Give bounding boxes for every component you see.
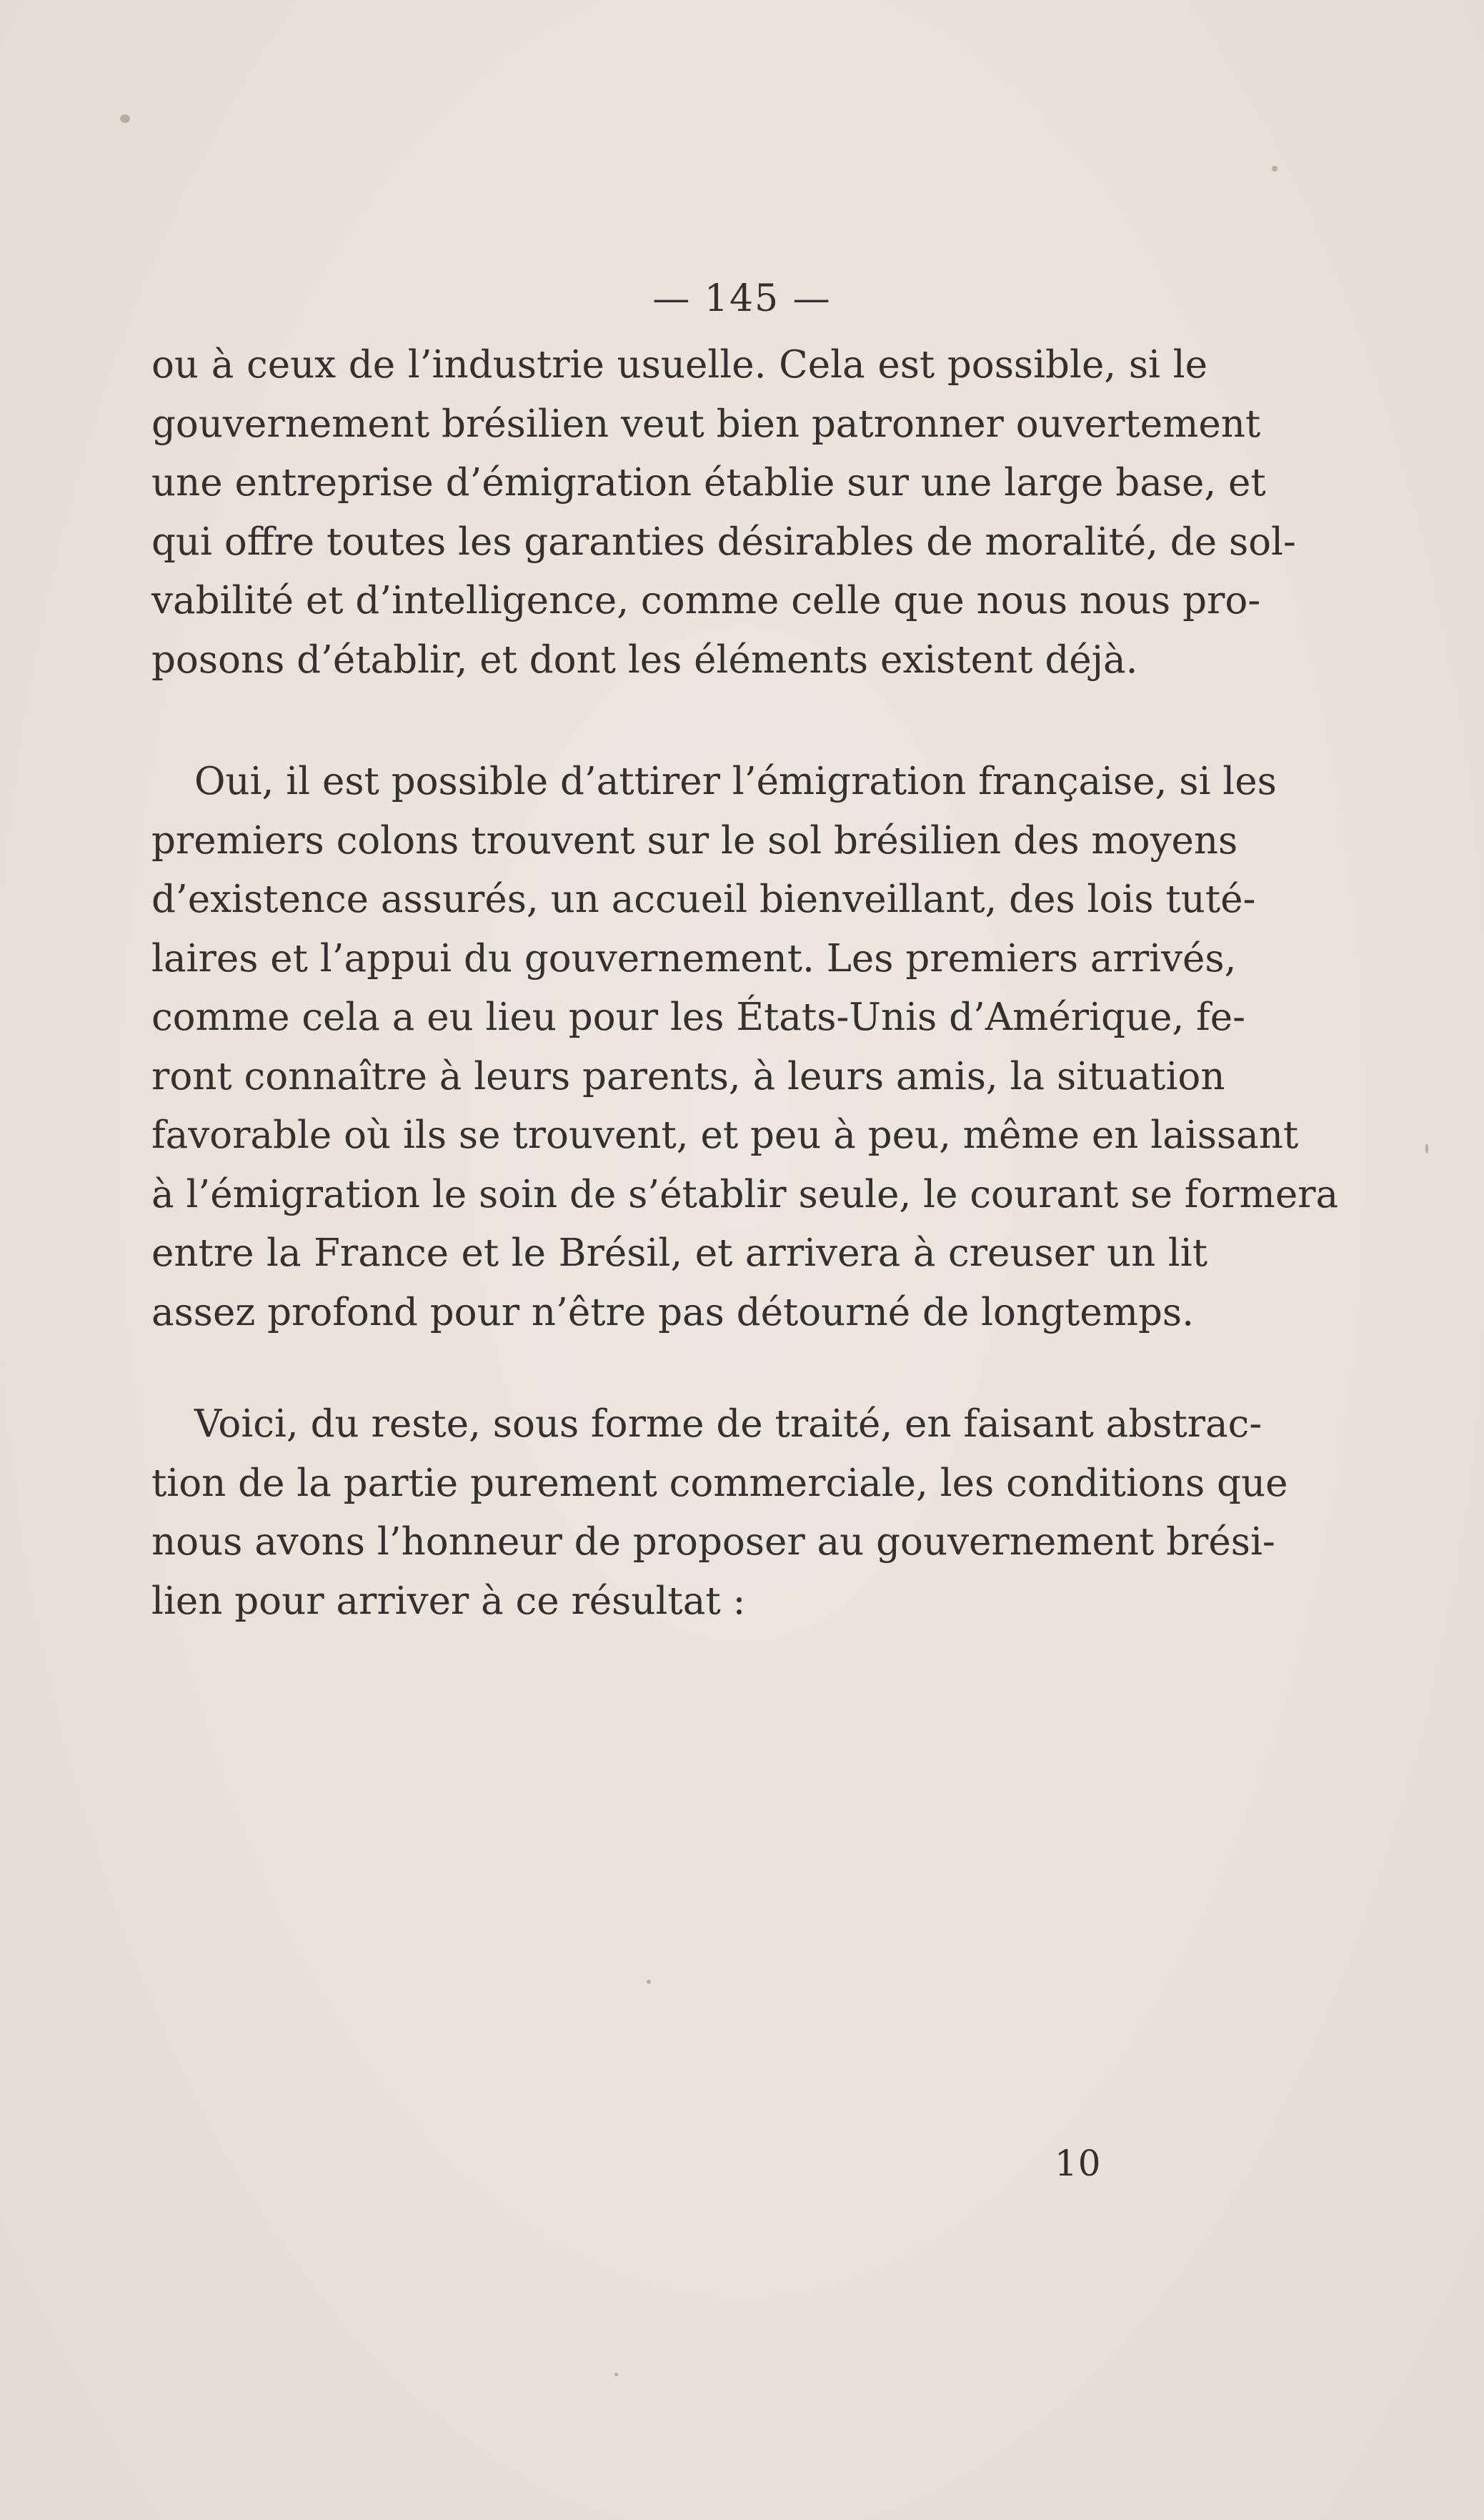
text-line: ront connaître à leurs parents, à leurs amis, la situation [151, 1054, 1225, 1098]
text-line: Oui, il est possible d’attirer l’émigration française, si les [194, 760, 1277, 803]
text-line: lien pour arriver à ce résultat : [151, 1579, 746, 1623]
text-line: d’existence assurés, un accueil bienveillant, des lois tuté- [151, 878, 1256, 921]
paper-speck [614, 2373, 618, 2376]
text-line: à l’émigration le soin de s’établir seule, le courant se formera [151, 1172, 1339, 1216]
paper-speck [647, 1980, 651, 1984]
text-line: vabilité et d’intelligence, comme celle que nous nous pro- [151, 579, 1261, 622]
paragraph-1 [151, 336, 1296, 690]
text-line: premiers colons trouvent sur le sol brésilien des moyens [151, 818, 1238, 863]
page-number: — 145 — [652, 277, 832, 320]
paper-speck [1272, 166, 1278, 172]
paragraph-3 [151, 1395, 1288, 1631]
paper-speck [120, 114, 130, 123]
text-line: qui offre toutes les garanties désirables de moralité, de sol- [151, 520, 1296, 564]
text-line: entre la France et le Brésil, et arrivera à creuser un lit [151, 1231, 1207, 1275]
text-line: assez profond pour n’être pas détourné de longtemps. [151, 1290, 1194, 1334]
text-line: gouvernement brésilien veut bien patronner ouvertement [151, 402, 1261, 446]
signature-mark: 10 [1055, 2143, 1102, 2184]
text-line: ou à ceux de l’industrie usuelle. Cela est possible, si le [151, 343, 1207, 387]
text-line: Voici, du reste, sous forme de traité, en faisant abstrac- [194, 1402, 1263, 1446]
paper-speck [1425, 1144, 1428, 1154]
text-line: une entreprise d’émigration établie sur une large base, et [151, 461, 1266, 505]
text-line: tion de la partie purement commerciale, les conditions que [151, 1461, 1288, 1505]
paragraph-2 [151, 753, 1339, 1342]
text-line: comme cela a eu lieu pour les États-Unis d’Amérique, fe- [151, 996, 1246, 1039]
text-line: laires et l’appui du gouvernement. Les premiers arrivés, [151, 936, 1237, 981]
text-line: favorable où ils se trouvent, et peu à peu, même en laissant [151, 1113, 1299, 1157]
text-line: nous avons l’honneur de proposer au gouvernement brési- [151, 1520, 1275, 1564]
text-line: posons d’établir, et dont les éléments existent déjà. [151, 638, 1138, 682]
